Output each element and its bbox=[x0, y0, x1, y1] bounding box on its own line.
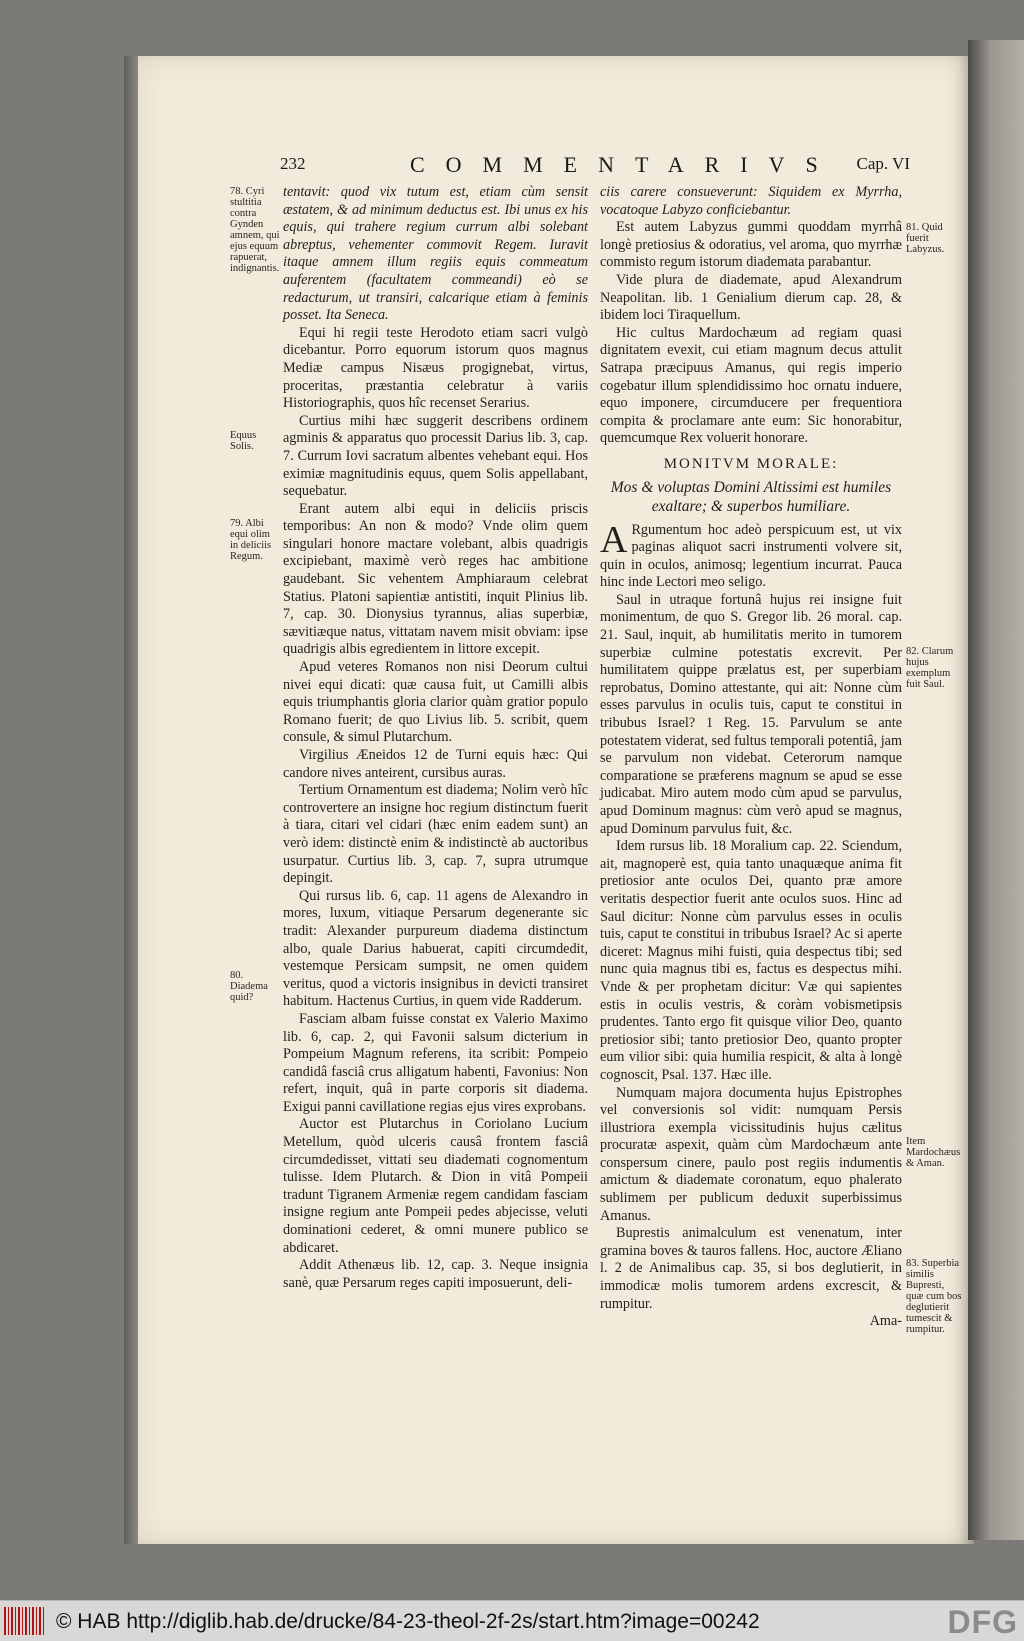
running-title: COMMENTARIVS bbox=[410, 152, 839, 177]
paragraph: Numquam majora documenta hujus Epistrophes vel conversionis sol vidit: numquam Persis illustriora exempla vicissitudinis hujus cælitus procuratæ aspexit, quàm cùm Mardochæum ante conspersum cinere, paulo post regiis indumentis amictum & diademate coronatum, equo phalerato sublimem per publicum deduxit superbissimus Amanus. bbox=[600, 1084, 902, 1224]
copyright-url-link[interactable]: © HAB http://diglib.hab.de/drucke/84-23-theol-2f-2s/start.htm?image=00242 bbox=[56, 1610, 760, 1633]
footer-bar bbox=[0, 1600, 1024, 1641]
paragraph: Saul in utraque fortunâ hujus rei insigne fuit monimentum, de quo S. Gregor lib. 26 moral. cap. 21. Saul, inquit, ab humilitatis merito in tumorem superbiæ culmine potestatis excrevit. Per humilitatem quippe prælatus est, per superbiam reprobatus, Domino attestante, qui ait: Nonne cùm esses parvulus in oculis tuis, caput te constitui in tribubus Israel? 1 Reg. 15. Parvulum se ante potestatem viderat, sed fultus temporali potentiâ, jam se parvulum non videbat. Ceterorum namque comparatione se præferens magnum se apud se esse judicabat. Miro autem modo cùm apud se parvulus, apud Dominum magnus: cùm verò apud se magnus, apud Dominum parvulus fuit, &c. bbox=[600, 591, 902, 837]
paragraph: Tertium Ornamentum est diadema; Nolim verò hîc controvertere an insigne hoc regium distinctum fuerit à tiara, citari vel cidari (hæc enim eadem sunt) an verò idem: distinctè enim & indistinctè ab auctoribus usurpatur. Curtius lib. 3, cap. 7, supra utrumque depingit. bbox=[283, 782, 588, 887]
dfg-logo: DFG bbox=[947, 1604, 1018, 1640]
paragraph: Addit Athenæus lib. 12, cap. 3. Neque insignia sanè, quæ Persarum reges capiti imposuerunt, deli- bbox=[283, 1257, 588, 1291]
paragraph: Idem rursus lib. 18 Moralium cap. 22. Sciendum, ait, magnoperè est, quia tanto unaquæque anima fit pretiosior ante oculos Dei, quanto præ amore veritatis despectior fuerit ante oculos suos. Hinc ad Saul dicitur: Nonne cùm parvulus esses in oculis tuis, caput te constitui in tribubus Israel? Ac si aperte diceret: Magnus mihi fuisti, quia despectus tibi; sed nunc quia magnus tibi es, factus es despectus mihi. Vnde & per prophetam dicitur: Væ qui sapientes estis in oculis vestris, & coràm vobismetipsis prudentes. Tanto ergo fit quisque vilior Deo, quanto pretiosior sibi; tanto pretiosior Deo, quanto propter eum vilior sibi: quia humilia respicit, & alta à longè cognoscit, Psal. 137. Hæc ille. bbox=[600, 838, 902, 1083]
paragraph: Virgilius Æneidos 12 de Turni equis hæc: Qui candore nives anteirent, cursibus auras. bbox=[283, 747, 588, 781]
paragraph: Vide plura de diademate, apud Alexandrum Neapolitan. lib. 1 Genialium dierum cap. 28, & ibidem loci Tiraquellum. bbox=[600, 271, 902, 324]
barcode-icon bbox=[4, 1607, 46, 1635]
paragraph: Est autem Labyzus gummi quoddam myrrhâ longè pretiosius & odoratius, vel aroma, quo myrrhæ commisto regum istorum diademata parabantur. bbox=[600, 219, 902, 271]
paragraph: Equi hi regii teste Herodoto etiam sacri vulgò dicebantur. Porro equorum istorum quos magnus Mediæ campus Nisæus progignebat, virtus, proceritas, præstantia celebratur à variis Historiographis, quos hîc recenset Serarius. bbox=[283, 324, 588, 412]
paragraph: Erant autem albi equi in deliciis priscis temporibus: An non & modo? Vnde olim quem singulari honore mactare volebant, albis quadrigis excipiebant, maximè verò reges hac ambitione gaudebant. Sic vehentem Amphiaraum celebrat Statius. Platoni sapientiæ antistiti, inquit Plinius lib. 7, cap. 30. Dionysius tyrannus, alias superbiæ, sævitiæque natus, vittatam navem misit obviam: ipse quadrigis albis egredientem in littore excepit. bbox=[283, 500, 588, 658]
margin-note: 78. Cyri stultitia contra Gynden amnem, qui ejus equum rapuerat, indignantis. bbox=[230, 186, 280, 274]
paragraph: Auctor est Plutarchus in Coriolano Lucium Metellum, quòd ulceris causâ frontem fasciâ circumdedisset, vittati seu diademati cognomentum tulisse. Idem Plutarch. & Dion in vitâ Pompeii tradunt Tigranem Armeniæ regem candidam fasciam insigne regium ante Pompeii pedes abjecisse, veluti dominationi cederet, & omni munere publico se abdicaret. bbox=[283, 1116, 588, 1256]
paragraph: Buprestis animalculum est venenatum, inter gramina boves & tauros fallens. Hoc, auctore Æliano l. 2 de Animalibus cap. 35, si bos deglutierit, in immodicæ molis tumorem ardens excrescit, & rumpitur. bbox=[600, 1225, 902, 1312]
page-number: 232 bbox=[280, 154, 306, 173]
paragraph: Hic cultus Mardochæum ad regiam quasi dignitatem evexit, cui etiam magnum decus attulit Satrapa præcipuus Amanus, qui regis imperio cogebatur illum splendidissimo hoc ornatu induere, equo imponere, circumducere per frequentiora compita & proclamare ante eum: Sic honorabitur, quemcumque Rex voluerit honorare. bbox=[600, 324, 902, 447]
section-subtitle: Mos & voluptas Domini Altissimi est humiles exaltare; & superbos humiliare. bbox=[610, 478, 892, 515]
margin-note: 82. Clarum hujus exemplum fuit Saul. bbox=[906, 646, 954, 690]
right-text-column bbox=[600, 184, 902, 1331]
margin-note: 80. Diadema quid? bbox=[230, 970, 268, 1003]
margin-note: 79. Albi equi olim in deliciis Regum. bbox=[230, 518, 272, 562]
margin-note: 83. Superbia similis Bupresti, quæ cum bos deglutierit tumescit & rumpitur. bbox=[906, 1258, 962, 1335]
paragraph-text: Rgumentum hoc adeò perspicuum est, ut vix paginas aliquot sacri instrumenti volvere sit, quin in oculos, animosq; legentium incurrat. Pauca hinc inde Lectori meo seligo. bbox=[600, 521, 902, 591]
page-header bbox=[280, 154, 910, 178]
adjacent-page-edge bbox=[968, 40, 1024, 1540]
paragraph: Qui rursus lib. 6, cap. 11 agens de Alexandro in mores, luxum, vitiaque Persarum degenerante sic tradit: Alexander purpureum diadema distinctum albo, quale Darius habuerat, capiti circumdedit, vestemque Persicam sumpsit, ne omen quidem veritus, quod a victoris insignibus in devicti transiret habitum. Hactenus Curtius, in quem vide Radderum. bbox=[283, 887, 588, 1010]
margin-note: Equus Solis. bbox=[230, 430, 257, 452]
catchword: Ama- bbox=[869, 1313, 902, 1330]
paragraph: Apud veteres Romanos non nisi Deorum cultui nivei equi dicati: quæ causa fuit, ut Camilli albis equis triumphantis gloria clarior quàm gratior populo Romano fuerit; de quo Livius lib. 5. scribit, quem consule, & simul Plutarchum. bbox=[283, 659, 588, 746]
page-gutter-shadow bbox=[124, 56, 138, 1544]
left-text-column bbox=[283, 184, 588, 1292]
section-heading: MONITVM MORALE: bbox=[663, 455, 839, 472]
paragraph: tentavit: quod vix tutum est, etiam cùm sensit æstatem, & ad minimum deductus est. Ibi unus ex his equis, qui trahere regium currum albi solebant abreptus, vehementer commovit Regem. Iuravit itaque amnem illum regiis equis commeatum auferentem (facultatem commeandi) eò se redacturum, ut transiri, calcarique etiam à feminis posset. Ita Seneca. bbox=[283, 184, 588, 324]
paragraph: Curtius mihi hæc suggerit describens ordinem agminis & apparatus quo processit Darius lib. 3, cap. 7. Currum Iovi sacratum albentes vehebant equi. Hos eximiæ magnitudinis equus, quem Solis appellabant, sequebatur. bbox=[283, 412, 588, 500]
paragraph: Fasciam albam fuisse constat ex Valerio Maximo lib. 6, cap. 2, qui Favonii salsum dicterium in Pompeium Magnum referens, ita scribit: Pompeio candidâ fasciâ crus alligatum habenti, Favonius: Non refert, inquit, quâ in parte corporis sit diadema. Exigui panni cavillatione regias ejus vires exprobans. bbox=[283, 1010, 588, 1115]
drop-cap-letter: A bbox=[600, 518, 628, 561]
margin-note: 81. Quid fuerit Labyzus. bbox=[906, 222, 945, 255]
paragraph: ciis carere consueverunt: Siquidem ex Myrrha, vocatoque Labyzo conficiebantur. bbox=[600, 184, 902, 218]
chapter-label: Cap. VI bbox=[856, 154, 910, 173]
margin-note: Item Mardochæus & Aman. bbox=[906, 1136, 961, 1169]
paragraph-with-dropcap bbox=[600, 518, 902, 592]
